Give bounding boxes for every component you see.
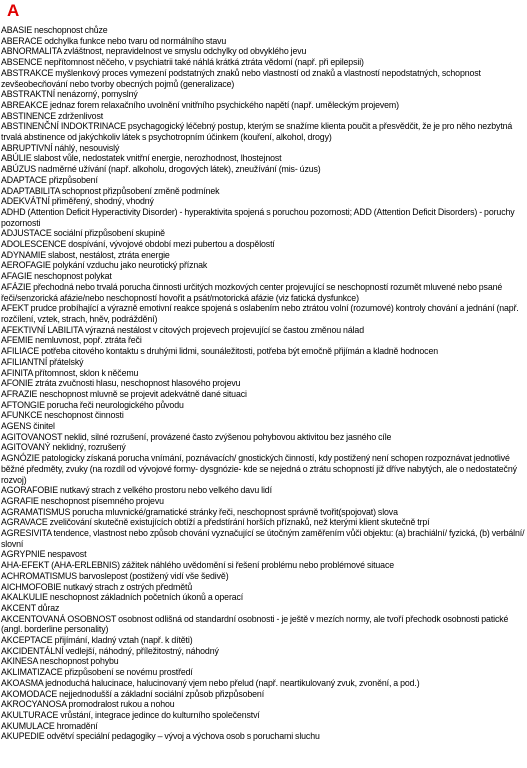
entry-term: AFEMIE (1, 335, 34, 346)
glossary-entry (1, 25, 525, 36)
entry-definition: nepřítomnost něčeho, v psychiatrii také náhlá krátká ztráta vědomí (např. při epilepsii) (44, 57, 364, 68)
entry-definition: neschopnost činnosti (44, 410, 124, 421)
entry-term: AKUPEDIE (1, 731, 45, 742)
entry-term: ADJUSTACE (1, 228, 52, 239)
entry-term: ADYNAMIE (1, 249, 46, 260)
glossary-entry (1, 432, 525, 443)
entry-term: AGNÓZIE (1, 453, 40, 464)
glossary-entry (1, 731, 525, 742)
entry-term: AGRESIVITA (1, 528, 52, 539)
glossary-entry (1, 442, 525, 453)
glossary-entry (1, 678, 525, 689)
glossary-entry (1, 357, 525, 368)
glossary-entry (1, 164, 525, 175)
entry-term: ABÚLIE (1, 153, 32, 164)
entry-definition: odvětví speciální pedagogiky – vývoj a výchova osob s poruchami sluchu (46, 731, 320, 742)
entry-definition: porucha řeči neurologického původu (46, 399, 184, 410)
glossary-entry (1, 528, 525, 549)
glossary-entry (1, 689, 525, 700)
glossary-entry (1, 721, 525, 732)
glossary-entry (1, 549, 525, 560)
glossary-entry (1, 421, 525, 432)
entry-definition: přijímání, kladný vztah (např. k dítěti) (54, 635, 193, 646)
glossary-entry (1, 143, 525, 154)
entry-term: AFEKTIVNÍ LABILITA (1, 324, 83, 335)
entry-definition: sociální přizpůsobení skupině (53, 228, 165, 239)
glossary-entry (1, 153, 525, 164)
entry-definition: zveličování skutečně existujících obtíží a předstírání horších příznaků, než kterými klient skutečně trpí (49, 517, 430, 528)
entry-term: ABÚZUS (1, 164, 36, 175)
entry-term: ADAPTACE (1, 174, 47, 185)
entry-term: AKCENT (1, 602, 36, 613)
entry-definition: zdrženlivost (58, 110, 104, 121)
entry-term: ADOLESCENCE (1, 239, 67, 250)
entry-definition: barvoslepost (postižený vidí vše šedivě) (79, 570, 229, 581)
glossary-entry (1, 603, 525, 614)
entry-definition: nadměrné užívání (např. alkoholu, drogových látek), zneužívání (mis- úzus) (38, 164, 321, 175)
entry-term: ABNORMALITA (1, 46, 62, 57)
entry-definition: prudce probíhající a výrazně emotivní reakce spojená s oslabením nebo ztrátou volní (rozumové) kontroly chování a jednání (např. rozčílení, vztek, strach, hněv, podráždění) (1, 303, 519, 324)
entry-definition: porucha mluvnické/gramatické stránky řeči, neschopnost správně tvořit(spojovat) slova (72, 506, 398, 517)
entry-definition: psychagogický léčebný postup, kterým se snažíme klienta poučit a přesvědčit, že je pro něho nezbytná trvalá abstinence od jakýchkoliv látek s psychotropním účinkem (kouření, alkohol, drogy) (1, 121, 513, 143)
glossary-entry (1, 699, 525, 710)
entry-definition: neschopnost mluvně se projevit adekvátně dané situaci (39, 388, 247, 399)
entry-term: AGITOVANOST (1, 431, 63, 442)
entry-definition: nejjednodušší a základní sociální způsob přizpůsobení (59, 688, 265, 699)
entry-definition: zvláštnost, nepravidelnost ve smyslu odchylky od obvyklého jevu (63, 46, 307, 57)
entry-term: AGRAVACE (1, 517, 48, 528)
entry-term: AGRAFIE (1, 495, 39, 506)
entry-term: AKULTURACE (1, 710, 59, 720)
glossary-entry (1, 196, 525, 207)
glossary-entry (1, 57, 525, 68)
glossary-entry (1, 260, 525, 271)
entry-term: AGORAFOBIE (1, 485, 58, 496)
glossary-entry (1, 646, 525, 657)
entry-term: AGENS (1, 421, 32, 432)
entry-term: AFILIACE (1, 346, 40, 357)
entry-definition: neschopnost pohybu (39, 656, 119, 667)
entry-definition: patologicky získaná porucha vnímání, poznávacích/ gnostických činností, kdy postižený není schopen rozpoznávat jednotlivé běžné předměty, zvuky (na rozdíl od vývojové formy- dysgnózie- kde se nejedná o ztrátu schopností již dříve nabytých, ale o nedostatečný rozvoj) (1, 453, 517, 485)
glossary-entry (1, 571, 525, 582)
glossary-entry (1, 325, 525, 336)
section-letter-heading: A (7, 1, 20, 20)
entry-term: AFÁZIE (1, 281, 32, 292)
entry-definition: důraz (37, 602, 60, 613)
glossary-entry (1, 410, 525, 421)
glossary-entry (1, 175, 525, 186)
entry-definition: slabost vůle, nedostatek vnitřní energie, nerozhodnost, lhostejnost (33, 153, 282, 164)
glossary-entry (1, 239, 525, 250)
entry-term: AKCENTOVANÁ OSOBNOST (1, 613, 117, 624)
glossary-entry (1, 282, 525, 303)
glossary-entry (1, 121, 525, 142)
glossary-entry (1, 271, 525, 282)
entry-definition: přizpůsobení (48, 174, 98, 185)
entry-definition: vedlejší, náhodný, příležitostný, náhodný (65, 645, 219, 656)
glossary-entry (1, 389, 525, 400)
entry-definition: činitel (33, 421, 55, 432)
entry-definition: přiměřený, shodný, vhodný (51, 196, 154, 207)
entry-term: AKCIDENTÁLNÍ (1, 645, 64, 656)
entry-definition: (Attention Deficit Hyperactivity Disorder) - hyperaktivita spojená s poruchou pozornosti; ADD (Attention Deficit Disorders) - poruchy pozornosti (1, 206, 515, 228)
entry-definition: myšlenkový proces vymezení podstatných znaků nebo vlastností od znaků a vlastností nepodstatných, schopnost zevšeobecňování nebo tvorby obecných pojmů (generalizace) (1, 67, 481, 89)
entry-term: AHA-EFEKT (1, 560, 50, 571)
entry-term: ABSENCE (1, 57, 43, 68)
entry-definition: tendence, vlastnost nebo způsob chování vyznačující se útočným zaměřením vůči objektu: (a) brachiální/ fyzická, (b) verbální/ slovní (1, 528, 525, 549)
glossary-entry (1, 346, 525, 357)
glossary-entry (1, 614, 525, 635)
entry-term: AKINESA (1, 656, 38, 667)
glossary-entry (1, 228, 525, 239)
glossary-entry (1, 517, 525, 528)
entry-definition: přechodná nebo trvalá porucha činnosti určitých mozkových center projevující se neschopností rozumět mluvené nebo psané řeči/senzorická afázie/nebo neschopností hovořit a psát/motorická afázie (viz fatická dysfunkce) (1, 281, 503, 303)
entry-definition: neschopnost základních početních úkonů a operací (49, 592, 244, 603)
glossary-entry (1, 582, 525, 593)
entry-definition: dospívání, vývojové období mezi pubertou a dospělostí (68, 239, 275, 250)
glossary-entry (1, 667, 525, 678)
glossary-entry (1, 400, 525, 411)
entry-term: AGRAMATISMUS (1, 506, 71, 517)
entry-term: ABERACE (1, 35, 43, 46)
glossary-entry (1, 378, 525, 389)
entry-term: ACHROMATISMUS (1, 570, 77, 581)
glossary-entry (1, 656, 525, 667)
glossary-entry (1, 368, 525, 379)
entry-term: AKUMULACE (1, 720, 55, 731)
entry-term: AFEKT (1, 303, 29, 314)
glossary-entry (1, 100, 525, 111)
glossary-entry (1, 485, 525, 496)
entry-definition: slabost, nestálost, ztráta energie (48, 249, 170, 260)
entry-term: AFUNKCE (1, 410, 43, 421)
glossary-entry (1, 592, 525, 603)
entry-term: AFONIE (1, 378, 34, 389)
entry-term: ABSTINENCE (1, 110, 57, 121)
entry-definition: schopnost přizpůsobení změně podmínek (61, 185, 220, 196)
entry-definition: jednaz forem relaxačního uvolnění vnitřního psychického napětí (např. uměleckým projevem) (49, 99, 399, 110)
entry-term: AFRAZIE (1, 388, 38, 399)
entry-definition: neschopnost chůze (34, 25, 108, 35)
entry-term: AGRYPNIE (1, 549, 46, 560)
entry-definition: nutkavý strach z velkého prostoru nebo velkého davu lidí (60, 485, 272, 496)
glossary-entries (1, 25, 525, 742)
entry-term: ABSTRAKTNÍ (1, 89, 56, 100)
entry-definition: výrazná nestálost v citových projevech projevující se častou změnou nálad (84, 324, 364, 335)
entry-definition: neschopnost písemného projevu (40, 495, 164, 506)
entry-term: ABASIE (1, 25, 33, 35)
glossary-entry (1, 453, 525, 485)
entry-definition: neschopnost polykat (34, 271, 112, 282)
entry-definition: vrůstání, integrace jedince do kulturního společenství (60, 710, 260, 720)
glossary-entry (1, 89, 525, 100)
entry-definition: přátelský (49, 356, 84, 367)
entry-definition: (AHA-ERLEBNIS) zážitek náhlého uvědomění si řešení problému nebo problémové situace (51, 560, 394, 571)
entry-term: AFINITA (1, 367, 33, 378)
entry-definition: hromadění (56, 720, 98, 731)
glossary-entry (1, 303, 525, 324)
entry-definition: promodralost rukou a nohou (68, 699, 175, 710)
glossary-entry (1, 496, 525, 507)
entry-term: AKLIMATIZACE (1, 667, 63, 678)
entry-term: ABRUPTIVNÍ (1, 142, 53, 153)
entry-definition: náhlý, nesouvislý (54, 142, 120, 153)
entry-definition: neklidný, rozrušený (52, 442, 126, 453)
entry-term: AKALKULIE (1, 592, 48, 603)
entry-definition: nespavost (47, 549, 87, 560)
entry-term: AKCEPTACE (1, 635, 53, 646)
entry-term: ABSTINENČNÍ INDOKTRINACE (1, 121, 126, 132)
entry-term: AFTONGIE (1, 399, 45, 410)
entry-definition: přítomnost, sklon k něčemu (34, 367, 139, 378)
entry-term: AGITOVANÝ (1, 442, 51, 453)
glossary-entry (1, 186, 525, 197)
glossary-entry (1, 36, 525, 47)
entry-term: ABSTRAKCE (1, 67, 54, 78)
entry-definition: odchylka funkce nebo tvaru od normálního stavu (44, 35, 227, 46)
entry-definition: nutkavý strach z ostrých předmětů (63, 581, 193, 592)
glossary-entry (1, 560, 525, 571)
entry-definition: ztráta zvučnosti hlasu, neschopnost hlasového projevu (35, 378, 241, 389)
entry-term: AKROCYANOSA (1, 699, 67, 710)
entry-term: ADAPTABILITA (1, 185, 60, 196)
entry-definition: přizpůsobení se novému prostředí (64, 667, 193, 678)
entry-definition: jednoduchá halucinace, halucinovaný vjem nebo přelud (např. neartikulovaný zvuk, zvonění, a pod.) (45, 677, 420, 688)
glossary-entry (1, 507, 525, 518)
entry-term: AFILIANTNÍ (1, 356, 48, 367)
glossary-entry (1, 68, 525, 89)
entry-term: ADEKVÁTNÍ (1, 196, 50, 207)
entry-term: ABREAKCE (1, 99, 48, 110)
glossary-entry (1, 250, 525, 261)
entry-definition: potřeba citového kontaktu s druhými lidmi, sounáležitosti, potřeba být emočně přijímán a kladně hodnocen (41, 346, 439, 357)
glossary-entry (1, 635, 525, 646)
glossary-entry (1, 710, 525, 721)
glossary-entry (1, 46, 525, 57)
entry-term: AICHMOFOBIE (1, 581, 62, 592)
glossary-entry (1, 207, 525, 228)
glossary-entry (1, 335, 525, 346)
entry-term: AFAGIE (1, 271, 33, 282)
entry-definition: neklid, silné rozrušení, provázené často zvýšenou pohybovou aktivitou bez jasného cíle (64, 431, 392, 442)
entry-term: AKOASMA (1, 677, 44, 688)
glossary-entry (1, 111, 525, 122)
entry-term: AEROFAGIE (1, 260, 51, 271)
entry-definition: osobnost odlišná od standardní osobnosti - je ještě v mezích normy, ale tvoří přechodk osobnosti patické (angl. borderline personality) (1, 613, 509, 635)
entry-definition: polykání vzduchu jako neurotický příznak (52, 260, 208, 271)
entry-definition: nemluvnost, popř. ztráta řeči (35, 335, 142, 346)
entry-term: ADHD (1, 206, 26, 217)
entry-definition: nenázorný, pomyslný (57, 89, 138, 100)
entry-term: AKOMODACE (1, 688, 58, 699)
